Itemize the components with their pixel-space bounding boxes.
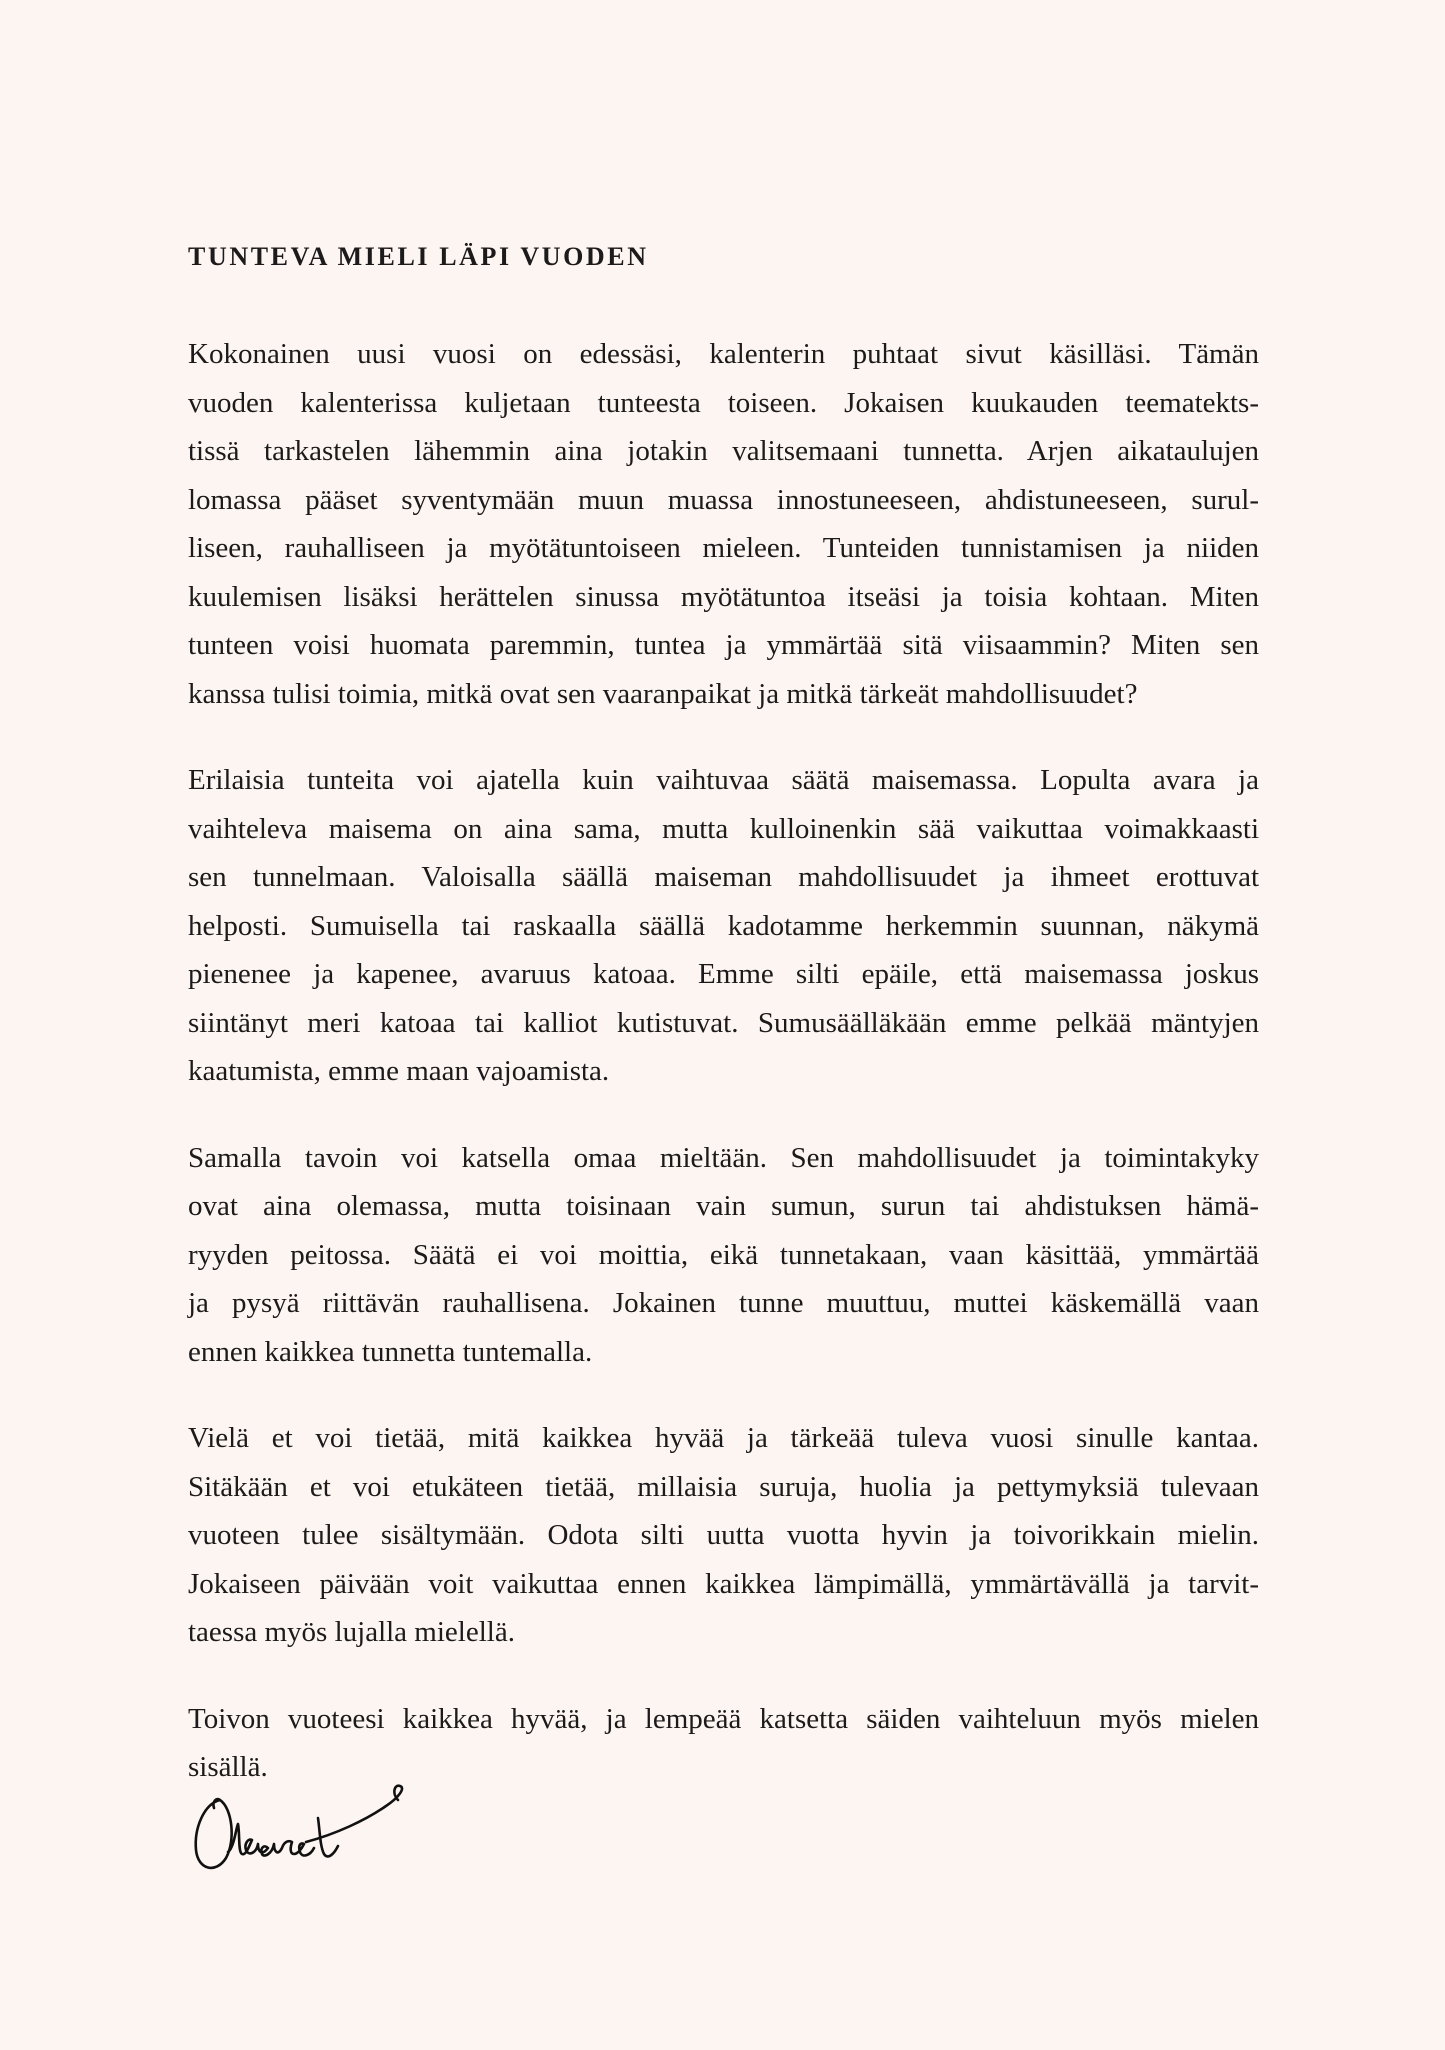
- text-line: Sitäkään et voi etukäteen tietää, millaisia suruja, huolia ja pettymyksiä tulevaan: [188, 1470, 1259, 1503]
- signature-stroke: [228, 1824, 314, 1856]
- text-line: ennen kaikkea tunnetta tuntemalla.: [188, 1335, 593, 1368]
- text-line: Samalla tavoin voi katsella omaa mieltään. Sen mahdollisuudet ja toimintakyky: [188, 1141, 1259, 1174]
- text-line: vuoden kalenterissa kuljetaan tunteesta toiseen. Jokaisen kuukauden teematekts-: [188, 386, 1259, 419]
- text-line: Vielä et voi tietää, mitä kaikkea hyvää ja tärkeää tuleva vuosi sinulle kantaa.: [188, 1422, 1259, 1454]
- text-line: vuoteen tulee sisältymään. Odota silti uutta vuotta hyvin ja toivorikkain mielin.: [188, 1519, 1259, 1551]
- text-line: Toivon vuoteesi kaikkea hyvää, ja lempeää katsetta säiden vaihteluun myös mielen: [188, 1702, 1259, 1735]
- text-line: ja pysyä riittävän rauhallisena. Jokainen tunne muuttuu, muttei käskemällä vaan: [188, 1287, 1259, 1319]
- body-text: [188, 330, 1259, 1830]
- paragraph-1: [188, 330, 1259, 718]
- text-line: Jokaiseen päivään voit vaikuttaa ennen kaikkea lämpimällä, ymmärtävällä ja tarvit-: [188, 1567, 1259, 1600]
- text-line: tunteen voisi huomata paremmin, tuntea ja ymmärtää sitä viisaammin? Miten sen: [188, 629, 1259, 661]
- text-line: ovat aina olemassa, mutta toisinaan vain sumun, surun tai ahdistuksen hämä-: [188, 1190, 1259, 1222]
- paragraph-2: [188, 756, 1259, 1096]
- paragraph-5: [188, 1695, 1259, 1792]
- text-line: tissä tarkastelen lähemmin aina jotakin valitsemaani tunnetta. Arjen aikataulujen: [188, 435, 1259, 467]
- text-line: kuulemisen lisäksi herättelen sinussa myötätuntoa itseäsi ja toisia kohtaan. Miten: [188, 580, 1259, 613]
- paragraph-3: [188, 1134, 1259, 1377]
- text-line: liseen, rauhalliseen ja myötätuntoiseen mieleen. Tunteiden tunnistamisen ja niiden: [188, 532, 1259, 564]
- text-line: sen tunnelmaan. Valoisalla säällä maiseman mahdollisuudet ja ihmeet erottuvat: [188, 861, 1259, 893]
- page-title: TUNTEVA MIELI LÄPI VUODEN: [188, 242, 649, 271]
- signature-strokes: [196, 1786, 402, 1868]
- text-line: lomassa pääset syventymään muun muassa innostuneeseen, ahdistuneeseen, surul-: [188, 483, 1259, 516]
- text-line: taessa myös lujalla mielellä.: [188, 1616, 515, 1648]
- text-line: siintänyt meri katoaa tai kalliot kutistuvat. Sumusäälläkään emme pelkää mäntyjen: [188, 1006, 1259, 1039]
- signature-image: [186, 1778, 426, 1878]
- text-line: helposti. Sumuisella tai raskaalla säällä kadotamme herkemmin suunnan, näkymä: [188, 909, 1259, 942]
- text-line: sisällä.: [188, 1751, 268, 1783]
- text-line: kanssa tulisi toimia, mitkä ovat sen vaaranpaikat ja mitkä tärkeät mahdollisuudet?: [188, 677, 1138, 710]
- signature-stroke: [196, 1799, 232, 1868]
- paragraph-4: [188, 1414, 1259, 1657]
- text-line: ryyden peitossa. Säätä ei voi moittia, eikä tunnetakaan, vaan käsittää, ymmärtää: [188, 1238, 1259, 1271]
- text-line: Erilaisia tunteita voi ajatella kuin vaihtuvaa säätä maisemassa. Lopulta avara ja: [188, 764, 1259, 796]
- text-line: vaihteleva maisema on aina sama, mutta kulloinenkin sää vaikuttaa voimakkaasti: [188, 812, 1259, 845]
- text-line: kaatumista, emme maan vajoamista.: [188, 1055, 610, 1087]
- text-line: pienenee ja kapenee, avaruus katoaa. Emme silti epäile, että maisemassa joskus: [188, 958, 1259, 990]
- text-line: Kokonainen uusi vuosi on edessäsi, kalenterin puhtaat sivut käsilläsi. Tämän: [188, 338, 1259, 370]
